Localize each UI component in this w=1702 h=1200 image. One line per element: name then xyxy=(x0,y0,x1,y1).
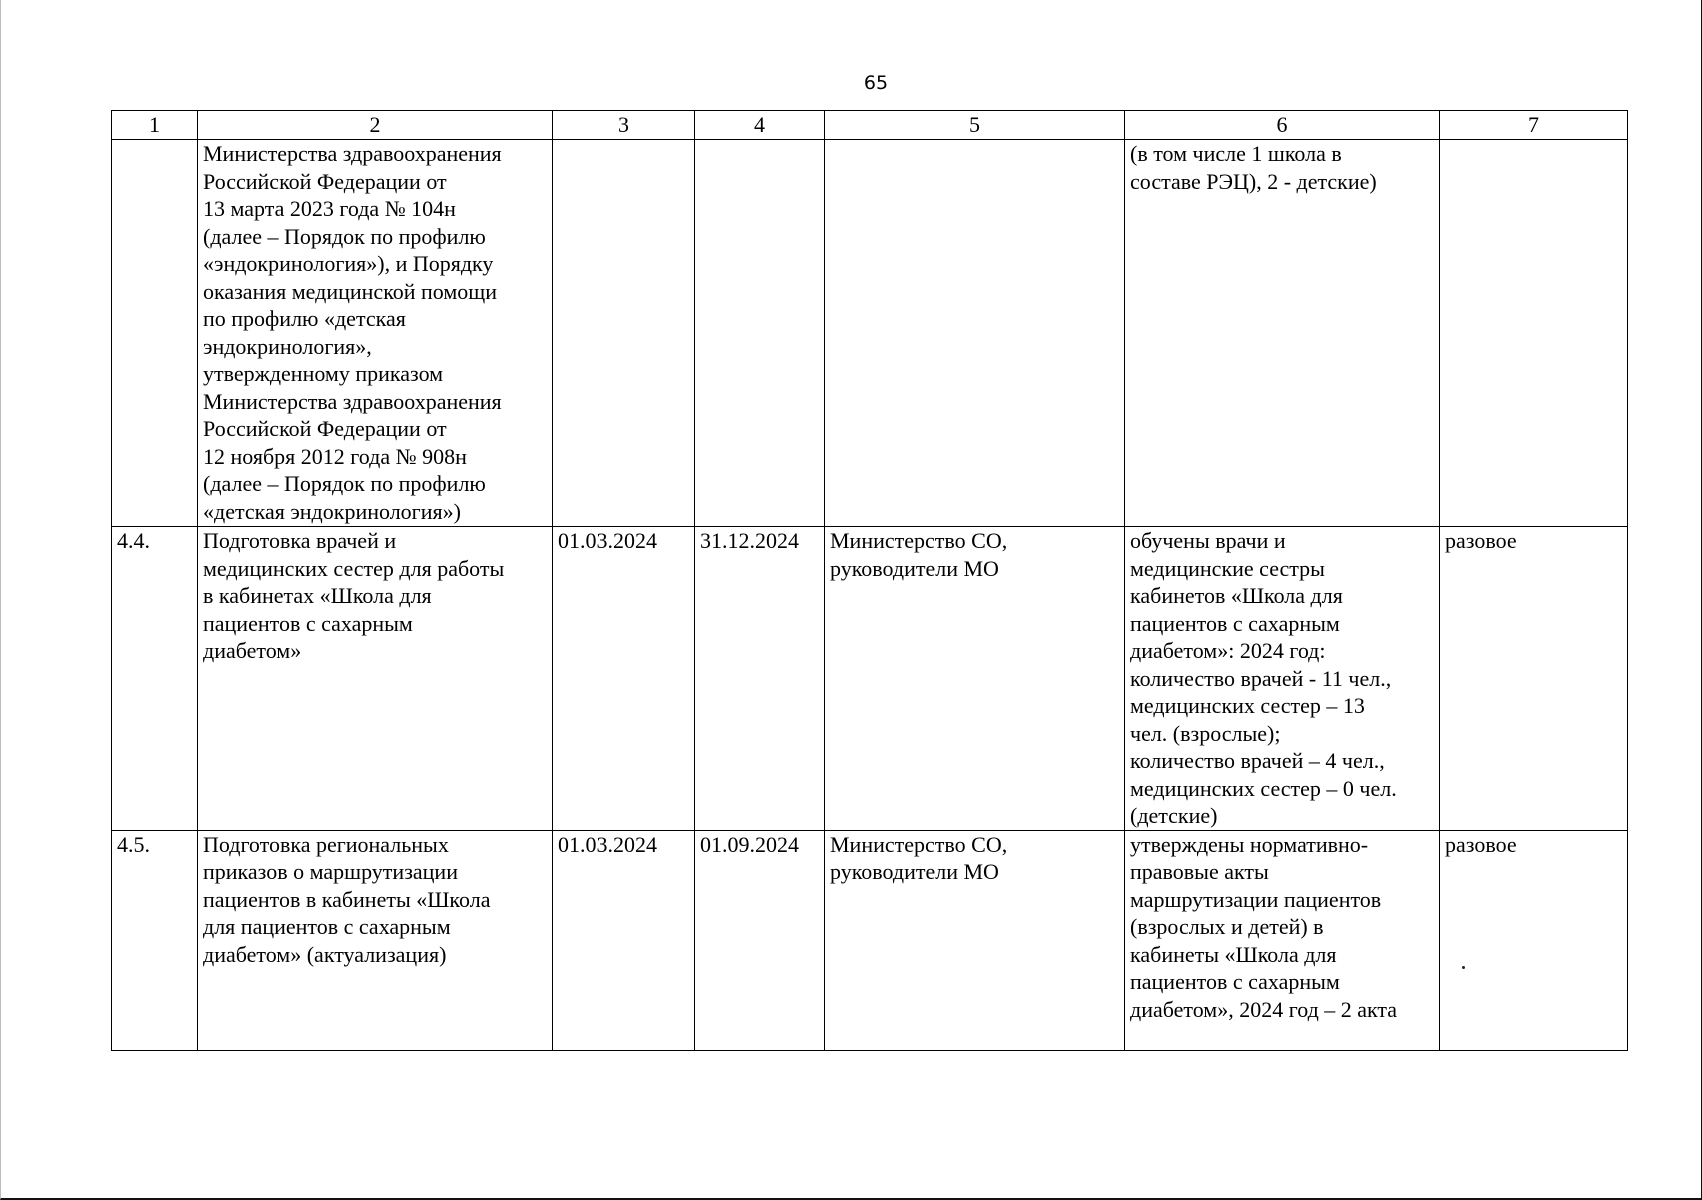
column-header: 4 xyxy=(695,111,825,140)
column-header: 6 xyxy=(1125,111,1440,140)
responsible-text: Министерство СО, руководители МО xyxy=(830,831,1008,884)
end-date-cell: 01.09.2024 xyxy=(695,830,825,1050)
measure-cell xyxy=(198,140,553,527)
column-header: 5 xyxy=(825,111,1125,140)
frequency-cell: разовое xyxy=(1440,830,1628,1050)
column-header: 7 xyxy=(1440,111,1628,140)
measure-cell xyxy=(198,527,553,831)
start-date-cell: 01.03.2024 xyxy=(553,830,695,1050)
result-cell xyxy=(1125,830,1440,1050)
result-cell xyxy=(1125,140,1440,527)
measure-text: Подготовка региональных приказов о маршрутизации пациентов в кабинеты «Школа для пациентов с сахарным диабетом» (актуализация) xyxy=(203,831,491,967)
frequency-cell xyxy=(1440,140,1628,527)
responsible-text: Министерство СО, руководители МО xyxy=(830,528,1008,581)
responsible-cell xyxy=(825,830,1125,1050)
result-text: обучены врачи и медицинские сестры кабинетов «Школа для пациентов с сахарным диабетом»: 2024 год: количество врачей - 11 чел., медицинских сестер – 13 чел. (взрослые); количество врачей – 4 чел., медицинских сестер – 0 чел. (детские) xyxy=(1130,528,1397,828)
row-number-cell xyxy=(112,140,198,527)
start-date-cell: 01.03.2024 xyxy=(553,527,695,831)
end-date-cell: 31.12.2024 xyxy=(695,527,825,831)
plan-table xyxy=(111,110,1628,1051)
end-date-cell xyxy=(695,140,825,527)
table-row xyxy=(112,830,1628,1050)
result-cell xyxy=(1125,527,1440,831)
responsible-cell xyxy=(825,527,1125,831)
measure-text: Министерства здравоохранения Российской Федерации от 13 марта 2023 года № 104н (далее – Порядок по профилю «эндокринология»), и Порядку оказания медицинской помощи по профилю «детская эндокринология», утвержденному приказом Министерства здравоохранения Российской Федерации от 12 ноября 2012 года № 908н (далее – Порядок по профилю «детская эндокринология») xyxy=(203,141,502,524)
result-text: утверждены нормативно- правовые акты маршрутизации пациентов (взрослых и детей) в кабинеты «Школа для пациентов с сахарным диабетом», 2024 год – 2 акта xyxy=(1130,831,1398,1022)
measure-cell xyxy=(198,830,553,1050)
scan-speck xyxy=(1462,966,1465,969)
table-row xyxy=(112,527,1628,831)
row-number-cell: 4.4. xyxy=(112,527,198,831)
result-text: (в том числе 1 школа в составе РЭЦ), 2 - детские) xyxy=(1130,141,1377,194)
column-header: 3 xyxy=(553,111,695,140)
table-header-row xyxy=(112,111,1628,140)
row-number-cell: 4.5. xyxy=(112,830,198,1050)
table-row xyxy=(112,140,1628,527)
column-header: 2 xyxy=(198,111,553,140)
start-date-cell xyxy=(553,140,695,527)
column-header: 1 xyxy=(112,111,198,140)
frequency-cell: разовое xyxy=(1440,527,1628,831)
measure-text: Подготовка врачей и медицинских сестер для работы в кабинетах «Школа для пациентов с сахарным диабетом» xyxy=(203,528,505,663)
page-number: 65 xyxy=(863,72,889,94)
responsible-cell xyxy=(825,140,1125,527)
